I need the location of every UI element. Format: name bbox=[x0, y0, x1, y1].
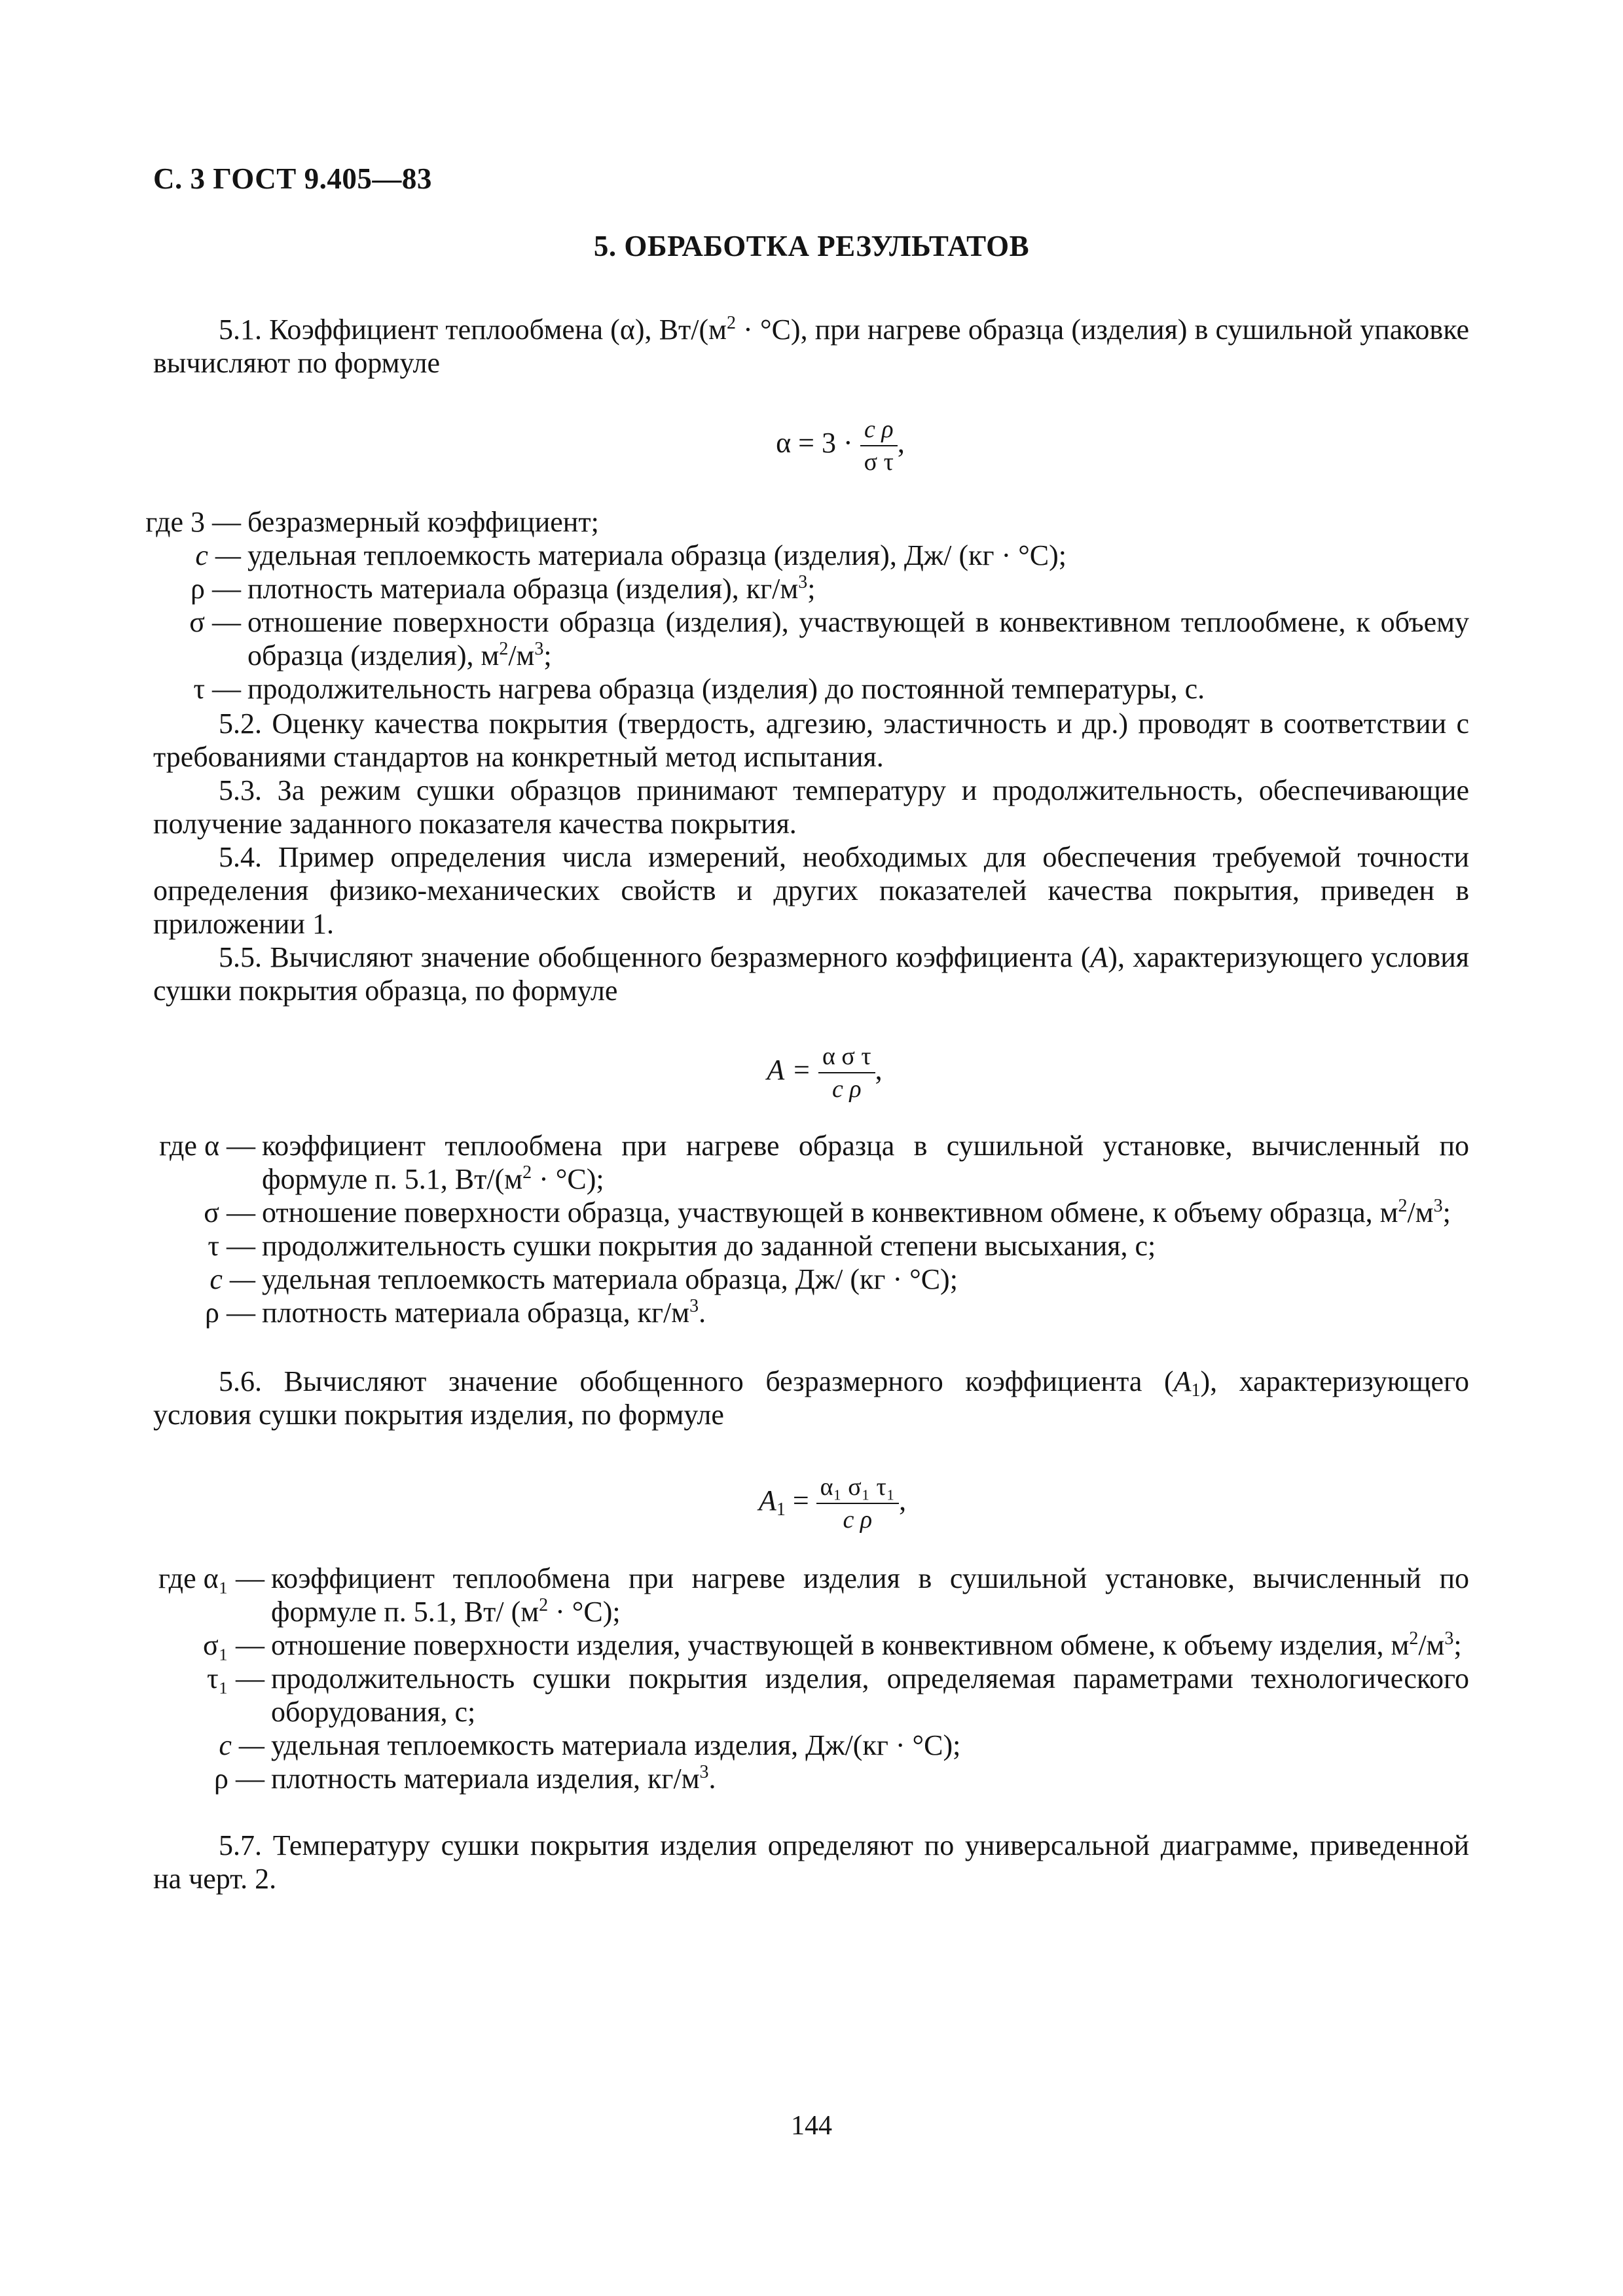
definitions-2 bbox=[159, 1129, 1469, 1329]
definition-text: удельная теплоемкость материала образца, Дж/ (кг · °С); bbox=[262, 1263, 958, 1295]
definition-text: продолжительность сушки покрытия изделия, определяемая параметрами технологического оборудования, с; bbox=[271, 1662, 1469, 1728]
paragraph-5-1 bbox=[153, 313, 1469, 380]
fraction-denominator: c ρ bbox=[831, 1075, 862, 1103]
formula-lhs: А = bbox=[767, 1054, 811, 1086]
paragraph-5-3: 5.3. За режим сушки образцов принимают температуру и продолжительность, обеспечивающие получение заданного показателя качества покрытия. bbox=[153, 774, 1469, 840]
definition-text: . bbox=[708, 1763, 716, 1795]
definition-item bbox=[205, 1296, 1469, 1329]
subscript: 1 bbox=[776, 1499, 786, 1520]
definition-text: продолжительность сушки покрытия до заданной степени высыхания, с; bbox=[262, 1230, 1156, 1262]
definition-item bbox=[214, 1762, 1469, 1795]
clause-number: 5.1. bbox=[219, 314, 262, 346]
paragraph-5-5 bbox=[153, 941, 1469, 1007]
superscript: 2 bbox=[522, 1162, 532, 1183]
variable: А bbox=[1090, 941, 1108, 973]
definition-item bbox=[202, 1628, 1469, 1662]
definition-text: коэффициент теплообмена при нагреве изделия в сушильной установке, вычисленный по формуле п. 5.1, Вт/ (м bbox=[271, 1562, 1469, 1628]
definition-text: удельная теплоемкость материала изделия, Дж/(кг · °С); bbox=[271, 1729, 961, 1761]
definition-item bbox=[159, 1129, 1469, 1196]
definition-text: коэффициент теплообмена при нагреве образца в сушильной установке, вычисленный по формуле п. 5.1, Вт/(м bbox=[262, 1130, 1469, 1195]
definition-text: /м bbox=[1407, 1196, 1434, 1229]
formula-comma: , bbox=[897, 427, 905, 459]
definition-text: отношение поверхности изделия, участвующей в конвективном обмене, к объему изделия, м bbox=[271, 1629, 1410, 1661]
superscript: 2 bbox=[499, 639, 509, 659]
definition-item bbox=[206, 1662, 1469, 1729]
definition-text: безразмерный коэффициент; bbox=[247, 506, 599, 538]
definition-text: · °С); bbox=[532, 1163, 604, 1195]
superscript: 3 bbox=[798, 572, 808, 592]
definition-text: плотность материала изделия, кг/м bbox=[271, 1763, 700, 1795]
fraction bbox=[818, 1041, 875, 1105]
definition-item bbox=[204, 1196, 1469, 1229]
variable: А bbox=[1173, 1365, 1192, 1397]
definition-text: · °С); bbox=[548, 1596, 621, 1628]
superscript: 3 bbox=[699, 1762, 709, 1782]
definition-text: отношение поверхности образца (изделия), участвующей в конвективном теплообмене, к объему образца (изделия), м bbox=[247, 606, 1469, 672]
superscript: 2 bbox=[727, 313, 736, 333]
definition-text: отношение поверхности образца, участвующей в конвективном обмене, к объему образца, м bbox=[262, 1196, 1398, 1229]
superscript: 2 bbox=[539, 1595, 549, 1615]
superscript: 3 bbox=[534, 639, 544, 659]
definitions-1 bbox=[145, 505, 1469, 706]
paragraphs-5-2-to-5-5 bbox=[153, 707, 1469, 1007]
paragraph-text: ), характеризующего условия сушки покрытия изделия, по формуле bbox=[153, 1365, 1469, 1431]
fraction-numerator: c ρ bbox=[860, 414, 898, 446]
paragraph-text: Коэффициент теплообмена (α), Вт/(м bbox=[269, 314, 727, 346]
superscript: 2 bbox=[1409, 1628, 1419, 1649]
definition-item bbox=[195, 539, 1469, 572]
definition-text: удельная теплоемкость материала образца (изделия), Дж/ (кг · °С); bbox=[247, 539, 1067, 571]
definition-text: ; bbox=[543, 639, 552, 672]
fraction-denominator: σ τ bbox=[864, 448, 894, 476]
definition-symbol: ρ — bbox=[191, 573, 241, 605]
definition-item bbox=[193, 672, 1469, 706]
formula-A bbox=[0, 1041, 1623, 1105]
definition-symbol: ρ — bbox=[205, 1297, 255, 1329]
definition-text: ; bbox=[807, 573, 816, 605]
definition-text: продолжительность нагрева образца (изделия) до постоянной температуры, с. bbox=[247, 673, 1205, 705]
definition-text: . bbox=[699, 1297, 706, 1329]
superscript: 3 bbox=[689, 1296, 699, 1316]
formula-lhs: А bbox=[758, 1484, 776, 1517]
definition-item bbox=[158, 1562, 1469, 1628]
definition-item bbox=[145, 505, 1469, 539]
formula-lhs: α = 3 · bbox=[776, 427, 853, 459]
fraction bbox=[860, 414, 898, 478]
formula-comma: , bbox=[875, 1054, 883, 1086]
definition-item bbox=[219, 1729, 1469, 1762]
definition-text: плотность материала образца, кг/м bbox=[262, 1297, 690, 1329]
definition-symbol: ρ — bbox=[214, 1763, 264, 1795]
definition-item bbox=[210, 1263, 1469, 1296]
paragraph-text: 5.6. Вычисляют значение обобщенного безразмерного коэффициента ( bbox=[219, 1365, 1174, 1397]
definition-symbol: где α — bbox=[159, 1130, 255, 1162]
section-title: 5. ОБРАБОТКА РЕЗУЛЬТАТОВ bbox=[593, 230, 1030, 262]
fraction bbox=[816, 1471, 899, 1535]
superscript: 3 bbox=[1444, 1628, 1454, 1649]
paragraph-5-2: 5.2. Оценку качества покрытия (твердость, адгезию, эластичность и др.) проводят в соответствии с требованиями стандартов на конкретный метод испытания. bbox=[153, 708, 1469, 773]
paragraph-text: ), характеризующего условия сушки покрытия образца, по формуле bbox=[153, 941, 1470, 1007]
definition-symbol: c — bbox=[219, 1729, 264, 1761]
definition-symbol: τ₁ — bbox=[206, 1662, 264, 1695]
paragraph-5-4: 5.4. Пример определения числа измерений, необходимых для обеспечения требуемой точности определения физико-механических свойств и других показателей качества покрытия, приведен в приложении 1. bbox=[153, 841, 1469, 940]
paragraph-text: · °С), при нагреве образца (изделия) в сушильной упаковке вычисляют по формуле bbox=[153, 314, 1470, 379]
formula-alpha bbox=[0, 414, 1623, 478]
definition-text: ; bbox=[1453, 1629, 1462, 1661]
subscript: 1 bbox=[1191, 1380, 1201, 1401]
definition-symbol: τ — bbox=[208, 1230, 255, 1262]
formula-A1 bbox=[0, 1471, 1623, 1535]
definition-symbol: σ₁ — bbox=[202, 1629, 264, 1661]
definition-symbol: c — bbox=[210, 1263, 255, 1295]
superscript: 2 bbox=[1398, 1196, 1408, 1216]
definition-symbol: σ — bbox=[189, 606, 241, 638]
paragraph-5-7: 5.7. Температуру сушки покрытия изделия определяют по универсальной диаграмме, приведенной на черт. 2. bbox=[153, 1829, 1469, 1895]
formula-equals: = bbox=[785, 1484, 809, 1517]
definition-item bbox=[191, 572, 1469, 605]
superscript: 3 bbox=[1433, 1196, 1443, 1216]
page-number: 144 bbox=[791, 2111, 832, 2141]
definition-symbol: c — bbox=[195, 539, 241, 571]
paragraph-5-6 bbox=[153, 1365, 1469, 1431]
fraction-denominator: c ρ bbox=[843, 1506, 873, 1534]
definition-symbol: σ — bbox=[204, 1196, 255, 1229]
definition-text: /м bbox=[1418, 1629, 1445, 1661]
fraction-numerator: α₁ σ₁ τ₁ bbox=[816, 1471, 899, 1504]
definition-item bbox=[189, 605, 1469, 672]
definition-text: /м bbox=[508, 639, 535, 672]
definition-text: плотность материала образца (изделия), кг/м bbox=[247, 573, 799, 605]
definition-symbol: где α₁ — bbox=[158, 1562, 264, 1594]
fraction-numerator: α σ τ bbox=[818, 1041, 875, 1073]
definition-text: ; bbox=[1442, 1196, 1451, 1229]
definition-symbol: τ — bbox=[193, 673, 241, 705]
definition-symbol: где 3 — bbox=[145, 506, 241, 538]
paragraph-text: 5.5. Вычисляют значение обобщенного безразмерного коэффициента ( bbox=[219, 941, 1091, 973]
formula-comma: , bbox=[899, 1484, 907, 1517]
definitions-3 bbox=[158, 1562, 1469, 1795]
running-header: С. 3 ГОСТ 9.405—83 bbox=[153, 162, 432, 195]
definition-item bbox=[208, 1229, 1469, 1263]
